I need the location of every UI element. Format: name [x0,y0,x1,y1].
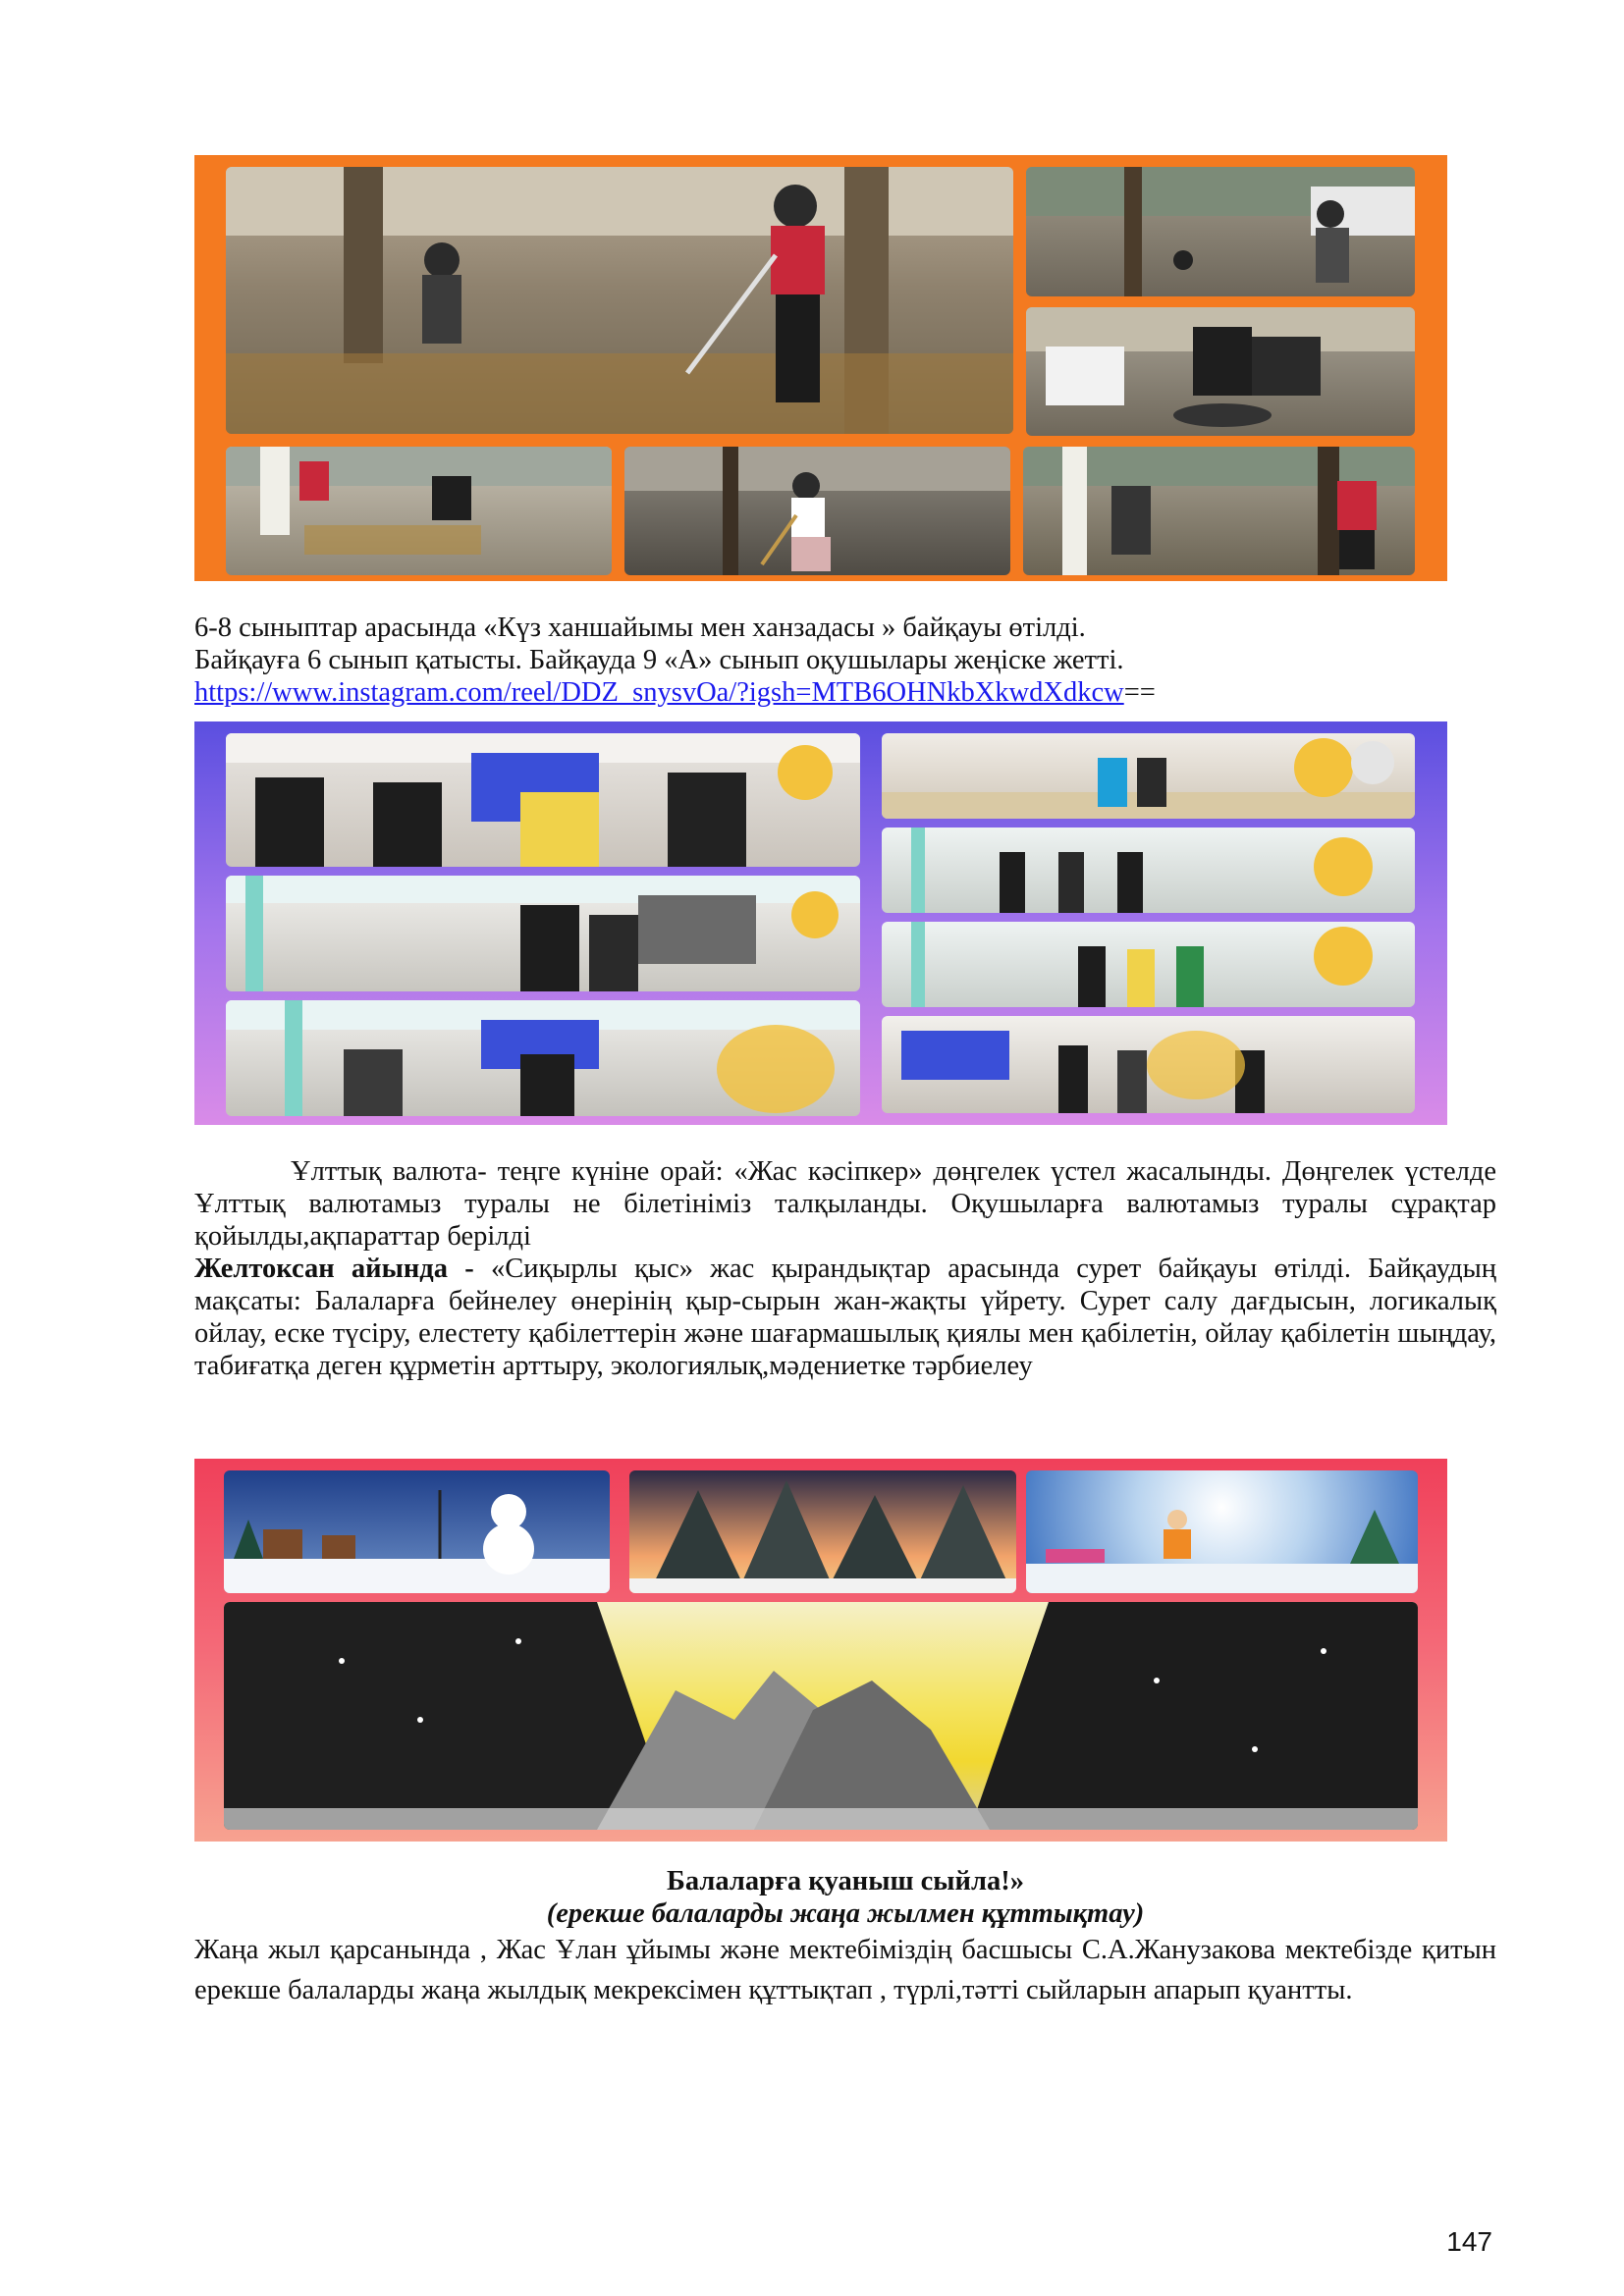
caption-line-1: 6-8 сыныптар арасында «Күз ханшайымы мен ханзадасы » байқауы өтілді. [194,613,1086,643]
caption-line-2: Байқауға 6 сынып қатысты. Байқауда 9 «А» сынып оқушылары жеңіске жетті. [194,645,1124,675]
drawing-snowman [224,1470,610,1593]
photo-event-stage-large [226,733,860,867]
winter-contest-paragraph [194,1253,1496,1382]
collage-winter-drawings [194,1459,1447,1842]
photo-event-bottom-right [882,1016,1415,1113]
new-year-section [194,1865,1496,2010]
new-year-subheading: (ерекше балаларды жаңа жылмен құттықтау) [546,1898,1145,1929]
collage-autumn-cleaning [194,155,1447,581]
photo-event-top-right [882,733,1415,819]
photo-students-bending [1026,307,1415,436]
winter-contest-text: «Сиқырлы қыс» жас қырандықтар арасында сурет байқауы өтілді. Байқаудың мақсаты: Балаларға бейнелеу өнерінің қыр-сырын жан-жақты үйрету. Сурет салу дағдысын, логикалық ойлау, еске түсіру, елестету қабілеттерін және шағармашылық қиялы мен қабілетін, ойлау қабілетін шыңдау, табиғатқа деген құрметін арттыру, экологиялық,мәдениетке тәрбиелеу [194,1254,1496,1381]
currency-day-paragraph [194,1155,1496,1253]
december-lead: Желтоксан айында - [194,1254,474,1284]
photo-courtyard-top-right [1026,167,1415,296]
drawing-skier [1026,1470,1418,1593]
photo-bottom-left [226,447,612,575]
new-year-paragraph: Жаңа жыл қарсанында , Жас Ұлан ұйымы және мектебіміздің басшысы С.А.Жанузакова мектебізде қитын ерекше балаларды жаңа жылдық мекрексімен құттықтап , түрлі,тәтті сыйларын апарып қуантты. [194,1935,1496,2005]
drawing-winter-night-large [224,1602,1418,1830]
photo-sweeping-leaves-large [226,167,1013,434]
autumn-contest-caption [194,612,1496,709]
instagram-reel-link[interactable]: https://www.instagram.com/reel/DDZ_snysvOa/?igsh=MTB6OHNkbXkwdXdkcw [194,677,1124,708]
photo-event-hall-2 [226,1000,860,1116]
drawing-winter-forest-sunset [629,1470,1016,1593]
photo-bottom-middle [624,447,1010,575]
photo-event-mid-right-2 [882,922,1415,1007]
page-number: 147 [1446,2226,1492,2257]
photo-event-mid-right-1 [882,828,1415,913]
collage-autumn-queen-event [194,721,1447,1125]
currency-day-text: Ұлттық валюта- теңге күніне орай: «Жас кәсіпкер» дөңгелек үстел жасалынды. Дөңгелек үстелде Ұлттық валютамыз туралы не білетініміз талқыланды. Оқушыларға валютамыз туралы сұрақтар қойылды,ақпараттар берілді [194,1156,1496,1252]
photo-event-hall-1 [226,876,860,991]
new-year-heading: Балаларға қуаныш сыйла!» [667,1866,1024,1896]
currency-day-and-contest-text [194,1155,1496,1382]
instagram-link-line [194,676,1496,709]
link-suffix: == [1123,677,1156,708]
photo-bottom-right [1023,447,1415,575]
